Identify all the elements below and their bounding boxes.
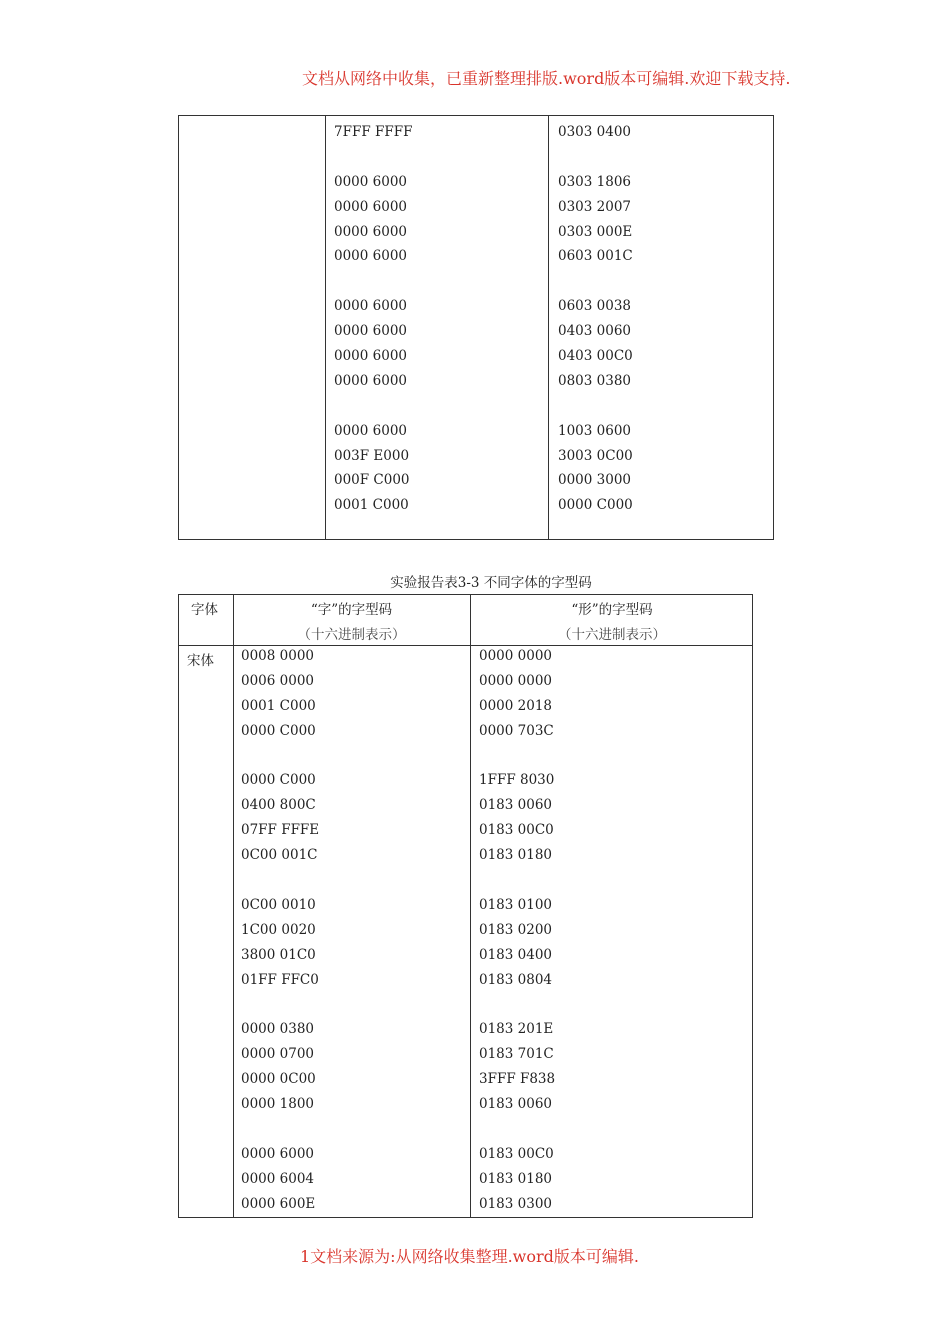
hex-code-cell: 0183 201E [479, 1021, 554, 1038]
hex-code-cell [558, 145, 633, 170]
hex-code-cell: 0403 0060 [558, 323, 632, 340]
hex-code-cell: 0303 1806 [558, 173, 632, 190]
hex-code-cell [241, 744, 319, 769]
hex-code-cell: 0183 00C0 [479, 822, 554, 839]
hex-code-cell: 000F C000 [334, 472, 410, 489]
hex-code-cell [479, 1117, 555, 1142]
hex-code-cell: 0183 701C [479, 1046, 554, 1063]
hex-code-cell [334, 145, 412, 170]
header-xing-code-sub: （十六进制表示） [558, 627, 666, 643]
hex-code-cell [558, 394, 633, 419]
hex-code-cell: 0303 0400 [558, 124, 632, 140]
hex-code-cell: 0000 C000 [558, 497, 633, 514]
hex-code-cell: 0000 C000 [241, 722, 316, 739]
hex-code-cell: 003F E000 [334, 447, 410, 464]
hex-code-cell: 0000 3000 [558, 472, 632, 489]
hex-code-cell: 0303 2007 [558, 198, 632, 215]
hex-code-cell: 0000 6000 [334, 323, 408, 340]
hex-code-cell: 1C00 0020 [241, 921, 316, 938]
hex-code-cell: 01FF FFC0 [241, 971, 319, 988]
hex-code-cell: 0183 0400 [479, 946, 553, 963]
page-footer-note: 1文档来源为:从网络收集整理.word版本可编辑. [300, 1247, 639, 1266]
hex-code-cell: 0006 0000 [241, 672, 315, 689]
table-divider [325, 116, 326, 539]
hex-code-cell: 0000 600E [241, 1195, 316, 1212]
hex-code-cell: 7FFF FFFF [334, 124, 413, 140]
hex-code-cell: 0000 6000 [334, 248, 408, 265]
hex-code-cell: 0183 0180 [479, 1170, 553, 1187]
hex-code-cell [479, 868, 555, 893]
hex-code-cell: 0403 00C0 [558, 348, 633, 365]
hex-code-cell [479, 992, 555, 1017]
hex-code-cell: 3FFF F838 [479, 1071, 556, 1088]
column-zi-codes [334, 120, 412, 518]
hex-code-cell: 0603 001C [558, 248, 633, 265]
hex-code-cell: 0000 6000 [334, 372, 408, 389]
hex-code-cell: 0C00 001C [241, 847, 318, 864]
hex-code-cell: 0000 6000 [241, 1145, 315, 1162]
hex-code-cell: 0303 000E [558, 223, 633, 240]
header-font: 字体 [191, 602, 218, 618]
hex-code-cell [241, 868, 319, 893]
header-zi-code: “字”的字型码 [310, 602, 393, 618]
hex-code-cell: 0000 0000 [479, 672, 553, 689]
hex-code-cell: 0000 0700 [241, 1046, 315, 1063]
table-caption: 实验报告表3-3 不同字体的字型码 [390, 575, 592, 591]
hex-code-cell [241, 992, 319, 1017]
hex-code-cell: 0803 0380 [558, 372, 632, 389]
row-label-songti: 宋体 [187, 653, 214, 669]
hex-code-cell [334, 394, 412, 419]
header-zi-code-sub: （十六进制表示） [297, 627, 406, 643]
hex-code-cell: 0183 0060 [479, 1096, 553, 1113]
hex-code-cell: 0C00 0010 [241, 896, 316, 913]
hex-code-cell: 0183 0100 [479, 896, 553, 913]
hex-code-cell: 0183 0300 [479, 1195, 553, 1212]
glyph-code-table [178, 594, 753, 1218]
hex-code-cell: 0183 0060 [479, 797, 553, 814]
hex-code-cell: 07FF FFFE [241, 822, 320, 839]
column-xing-codes [558, 120, 633, 518]
hex-code-cell: 0183 00C0 [479, 1145, 554, 1162]
hex-code-cell: 0000 0000 [479, 648, 553, 664]
hex-code-cell: 0400 800C [241, 797, 316, 814]
header-xing-code: “形”的字型码 [571, 602, 653, 618]
hex-code-cell: 1003 0600 [558, 422, 632, 439]
hex-code-cell: 0000 703C [479, 722, 554, 739]
hex-code-cell: 0000 6000 [334, 198, 408, 215]
hex-code-cell [479, 744, 555, 769]
hex-code-cell: 3800 01C0 [241, 946, 316, 963]
hex-code-cell: 0000 C000 [241, 772, 316, 789]
hex-code-cell: 0001 C000 [334, 497, 409, 514]
hex-code-cell: 0183 0804 [479, 971, 553, 988]
hex-code-cell: 1FFF 8030 [479, 772, 555, 789]
table-divider [548, 116, 549, 539]
hex-code-cell: 0000 6000 [334, 223, 408, 240]
hex-code-cell: 0001 C000 [241, 697, 316, 714]
column-xing-codes [479, 644, 555, 1216]
hex-code-cell: 0000 6004 [241, 1170, 315, 1187]
hex-code-cell: 0000 2018 [479, 697, 553, 714]
hex-code-cell: 0000 6000 [334, 348, 408, 365]
hex-code-cell [558, 269, 633, 294]
hex-code-cell: 0000 6000 [334, 298, 408, 315]
hex-code-cell: 0000 0C00 [241, 1071, 316, 1088]
hex-code-cell [334, 269, 412, 294]
hex-code-cell: 0000 0380 [241, 1021, 315, 1038]
table-divider [470, 595, 471, 1217]
glyph-code-table-continued [178, 115, 774, 540]
hex-code-cell: 0008 0000 [241, 648, 315, 664]
hex-code-cell [241, 1117, 319, 1142]
hex-code-cell: 0000 1800 [241, 1096, 315, 1113]
hex-code-cell: 0183 0180 [479, 847, 553, 864]
hex-code-cell: 0000 6000 [334, 422, 408, 439]
column-zi-codes [241, 644, 319, 1216]
page-header-note: 文档从网络中收集，已重新整理排版.word版本可编辑.欢迎下载支持. [302, 69, 791, 88]
hex-code-cell: 0603 0038 [558, 298, 632, 315]
hex-code-cell: 0183 0200 [479, 921, 553, 938]
hex-code-cell: 0000 6000 [334, 173, 408, 190]
table-divider [233, 595, 234, 1217]
hex-code-cell: 3003 0C00 [558, 447, 633, 464]
